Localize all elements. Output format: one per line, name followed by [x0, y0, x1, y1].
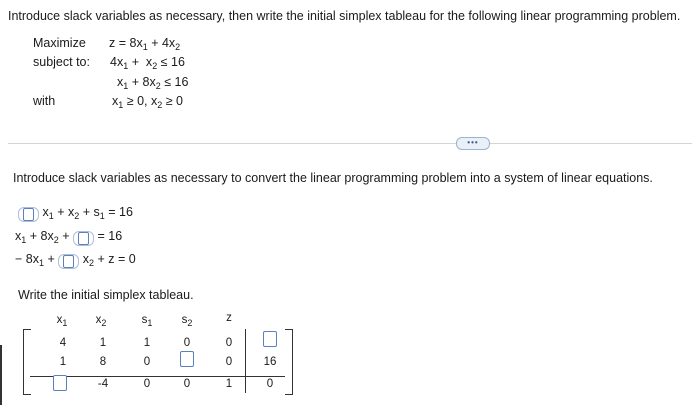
constraint-2: $x_1 + 8x_2 \le 16$ — [117, 75, 189, 91]
tableau-r2-c2: 8 — [99, 356, 107, 368]
tableau-r2-rhs: 16 — [263, 356, 277, 368]
tableau-r3-c4: 0 — [183, 378, 191, 390]
nonnegativity-constraint: $x_1 \ge 0$, $x_2 \ge 0$ — [112, 94, 184, 110]
tableau-r2-c5: 0 — [225, 356, 233, 368]
eq2-answer-field[interactable] — [73, 231, 94, 246]
objective-function: $z = 8x_1 + 4x_2$ — [109, 36, 181, 52]
subject-to-label: subject to: — [33, 55, 90, 69]
eq3-rhs: = 0 — [117, 252, 136, 266]
constraint-1: $4x_1 + x_2 \le 16$ — [110, 55, 185, 71]
tableau-r2-c3: 0 — [143, 356, 151, 368]
tableau-r1-c1: 4 — [59, 337, 67, 349]
tableau-right-bracket — [285, 329, 293, 395]
tableau-left-bracket — [23, 329, 31, 395]
equation-3: − $8x_1 + x_2 + z = 0$ — [15, 252, 136, 268]
equation-1: $x_1 + x_2 + s_1 = 16$ — [18, 205, 133, 222]
tableau-r3-rhs: 0 — [266, 378, 274, 390]
tableau-rhs-separator — [245, 329, 246, 393]
tableau-r3-c3: 0 — [143, 378, 151, 390]
outer-edge-bracket — [0, 345, 6, 405]
tableau-header-s1: $s_1$ — [141, 314, 153, 328]
tableau-header-x2: $x_2$ — [95, 314, 107, 328]
eq3-answer-field[interactable] — [58, 254, 79, 269]
tableau-r1-c3: 1 — [143, 337, 151, 349]
tableau-r1-c4: 0 — [183, 337, 191, 349]
tableau-header-x1: $x_1$ — [56, 314, 68, 328]
maximize-label: Maximize — [33, 36, 86, 50]
tableau-r3-c5: 1 — [225, 378, 233, 390]
tableau-header-s2: $s_2$ — [181, 314, 193, 328]
equation-2: $x_1 + 8x_2$ + = 16 — [15, 229, 123, 245]
eq2-rhs: = 16 — [97, 229, 123, 243]
tableau-objective-separator — [30, 376, 285, 377]
tableau-r1-rhs-input[interactable] — [263, 331, 277, 347]
eq1-input-box[interactable] — [23, 208, 34, 221]
eq1-answer-field[interactable] — [18, 207, 39, 222]
part1-instruction: Introduce slack variables as necessary to convert the linear programming problem into a system of linear equations. — [13, 171, 653, 185]
tableau-r2-c1: 1 — [59, 356, 67, 368]
tableau-header-z: z — [226, 312, 232, 324]
tableau-r3-c1-input[interactable] — [53, 375, 67, 391]
tableau-r1-c2: 1 — [99, 337, 107, 349]
tableau-r2-c4-input[interactable] — [180, 351, 194, 367]
tableau-r3-c2: -4 — [97, 378, 109, 390]
with-label: with — [33, 94, 56, 108]
eq2-input-box[interactable] — [78, 232, 89, 245]
question-prompt: Introduce slack variables as necessary, then write the initial simplex tableau for the following linear programming problem. — [8, 9, 681, 23]
tableau-r1-c5: 0 — [225, 337, 233, 349]
expand-more-button[interactable]: ••• — [456, 137, 490, 150]
part2-instruction: Write the initial simplex tableau. — [18, 288, 194, 302]
section-divider — [8, 143, 692, 144]
eq3-input-box[interactable] — [63, 255, 74, 268]
eq1-rhs: = 16 — [108, 205, 133, 219]
